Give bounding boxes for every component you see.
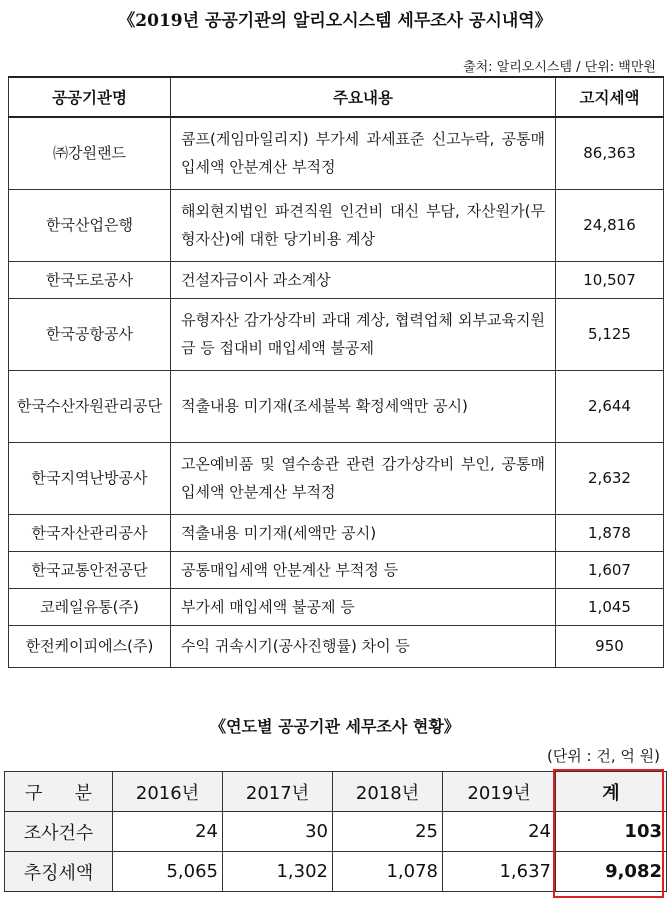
tax-amount: 2,632 bbox=[556, 442, 664, 514]
section-title: 《연도별 공공기관 세무조사 현황》 bbox=[210, 717, 460, 736]
cell-total: 9,082 bbox=[556, 852, 667, 892]
tax-amount: 24,816 bbox=[556, 189, 664, 261]
tax-amount: 1,045 bbox=[556, 588, 664, 625]
cell-value: 25 bbox=[333, 812, 443, 852]
tax-amount: 5,125 bbox=[556, 298, 664, 370]
cell-value: 1,078 bbox=[333, 852, 443, 892]
header-total: 계 bbox=[556, 772, 667, 812]
main-content: 적출내용 미기재(조세불복 확정세액만 공시) bbox=[171, 370, 556, 442]
table-row bbox=[9, 625, 664, 667]
tax-amount: 10,507 bbox=[556, 261, 664, 298]
header-org: 공공기관명 bbox=[9, 77, 171, 117]
main-content: 해외현지법인 파견직원 인건비 대신 부담, 자산원가(무형자산)에 대한 당기비용 계상 bbox=[171, 189, 556, 261]
org-name: 한전케이피에스(주) bbox=[9, 625, 171, 667]
tax-amount: 1,878 bbox=[556, 514, 664, 551]
unit-note: (단위 : 건, 억 원) bbox=[546, 747, 660, 765]
main-content: 콤프(게임마일리지) 부가세 과세표준 신고누락, 공통매입세액 안분계산 부적정 bbox=[171, 117, 556, 189]
main-content: 건설자금이사 과소계상 bbox=[171, 261, 556, 298]
main-content: 유형자산 감가상각비 과대 계상, 협력업체 외부교육지원금 등 접대비 매입세액 불공제 bbox=[171, 298, 556, 370]
header-category-right: 분 bbox=[74, 782, 92, 804]
org-name: 한국도로공사 bbox=[9, 261, 171, 298]
cell-value: 5,065 bbox=[113, 852, 223, 892]
org-name: ㈜강원랜드 bbox=[9, 117, 171, 189]
header-year: 2019년 bbox=[443, 772, 556, 812]
table-header-row bbox=[9, 77, 664, 117]
row-label: 추징세액 bbox=[5, 852, 113, 892]
table-row bbox=[9, 117, 664, 189]
table-header-row bbox=[5, 772, 667, 812]
org-name: 코레일유통(주) bbox=[9, 588, 171, 625]
org-name: 한국교통안전공단 bbox=[9, 551, 171, 588]
header-category bbox=[5, 772, 113, 812]
main-content: 적출내용 미기재(세액만 공시) bbox=[171, 514, 556, 551]
table-row bbox=[9, 514, 664, 551]
table-row bbox=[9, 442, 664, 514]
header-amount: 고지세액 bbox=[556, 77, 664, 117]
table-row bbox=[9, 551, 664, 588]
row-label: 조사건수 bbox=[5, 812, 113, 852]
org-name: 한국공항공사 bbox=[9, 298, 171, 370]
main-content: 공통매입세액 안분계산 부적정 등 bbox=[171, 551, 556, 588]
header-category-left: 구 bbox=[25, 782, 43, 804]
cell-value: 1,637 bbox=[443, 852, 556, 892]
table-row bbox=[9, 189, 664, 261]
main-content: 고온예비품 및 열수송관 관련 감가상각비 부인, 공통매입세액 안분계산 부적정 bbox=[171, 442, 556, 514]
source-note: 출처: 알리오시스템 / 단위: 백만원 bbox=[463, 60, 656, 75]
table-row bbox=[9, 588, 664, 625]
tax-amount: 1,607 bbox=[556, 551, 664, 588]
cell-value: 24 bbox=[443, 812, 556, 852]
header-year: 2017년 bbox=[223, 772, 333, 812]
audit-disclosure-table bbox=[8, 76, 664, 668]
cell-value: 1,302 bbox=[223, 852, 333, 892]
org-name: 한국지역난방공사 bbox=[9, 442, 171, 514]
cell-value: 24 bbox=[113, 812, 223, 852]
cell-value: 30 bbox=[223, 812, 333, 852]
tax-amount: 950 bbox=[556, 625, 664, 667]
main-content: 부가세 매입세액 불공제 등 bbox=[171, 588, 556, 625]
tax-amount: 2,644 bbox=[556, 370, 664, 442]
table-row bbox=[5, 852, 667, 892]
yearly-audit-table bbox=[4, 771, 667, 892]
org-name: 한국수산자원관리공단 bbox=[9, 370, 171, 442]
table-row bbox=[9, 370, 664, 442]
cell-total: 103 bbox=[556, 812, 667, 852]
tax-amount: 86,363 bbox=[556, 117, 664, 189]
header-year: 2016년 bbox=[113, 772, 223, 812]
org-name: 한국자산관리공사 bbox=[9, 514, 171, 551]
table-row bbox=[5, 812, 667, 852]
table-row bbox=[9, 261, 664, 298]
page-title: 《2019년 공공기관의 알리오시스템 세무조사 공시내역》 bbox=[118, 11, 552, 31]
header-desc: 주요내용 bbox=[171, 77, 556, 117]
table-row bbox=[9, 298, 664, 370]
org-name: 한국산업은행 bbox=[9, 189, 171, 261]
main-content: 수익 귀속시기(공사진행률) 차이 등 bbox=[171, 625, 556, 667]
header-year: 2018년 bbox=[333, 772, 443, 812]
